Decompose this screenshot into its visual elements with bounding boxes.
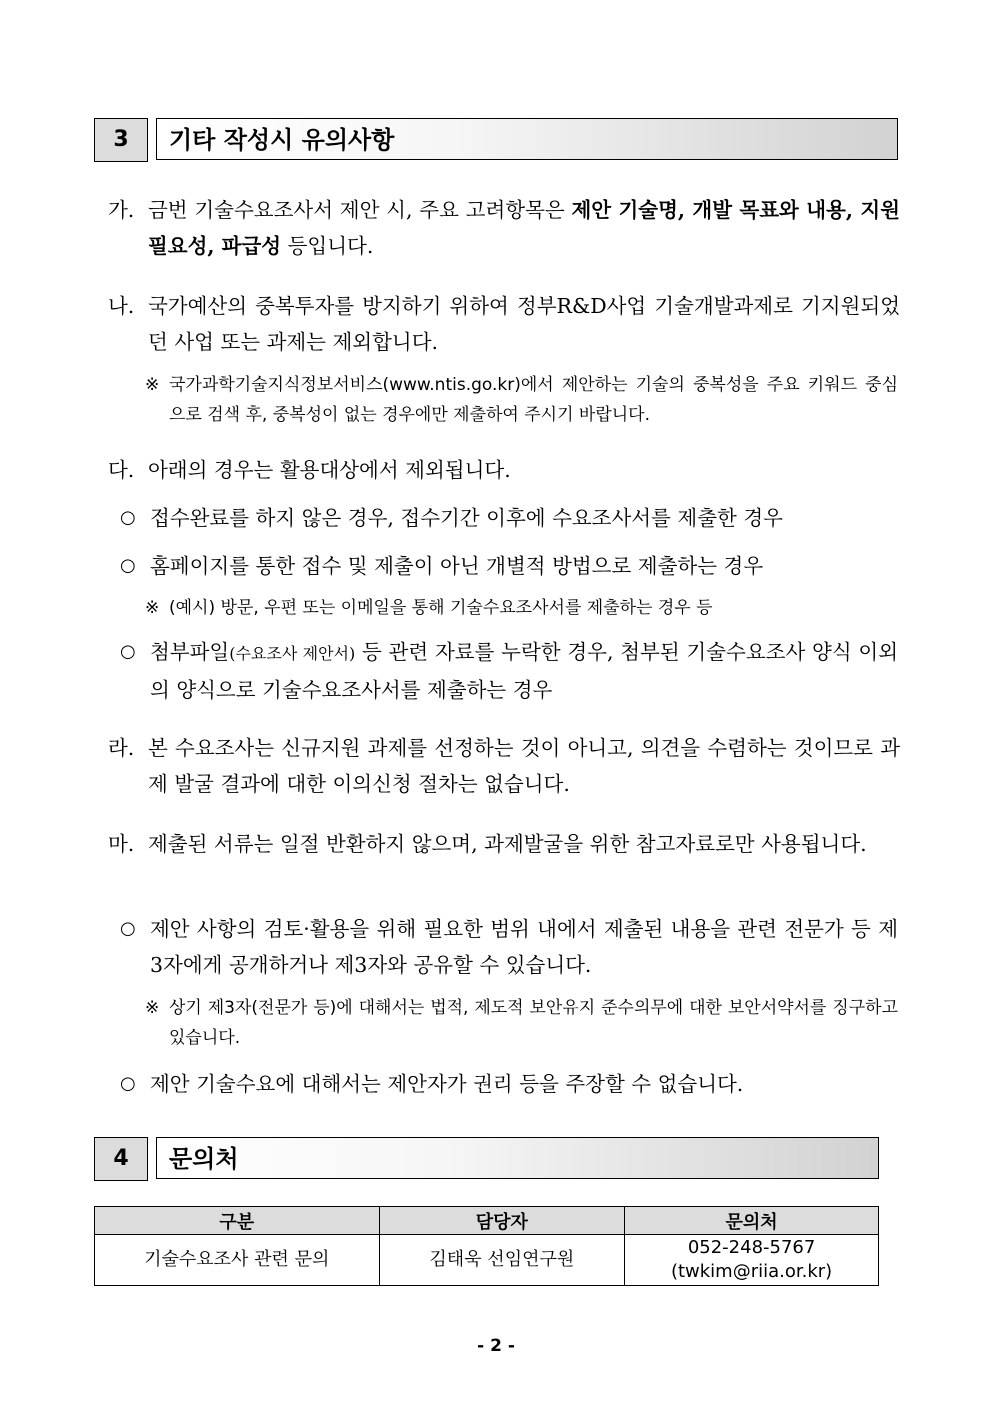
text-part: 첨부파일 xyxy=(150,640,230,664)
note-marker: ※ xyxy=(145,375,160,395)
section-title: 기타 작성시 유의사항 xyxy=(156,118,898,160)
contact-phone: 052-248-5767 xyxy=(687,1237,816,1258)
bullet-text: 제안 기술수요에 대해서는 제안자가 권리 등을 주장할 수 없습니다. xyxy=(150,1072,744,1096)
cell-contact xyxy=(625,1235,879,1286)
item-ra xyxy=(108,730,900,802)
bullet-marker: ○ xyxy=(120,641,136,662)
item-marker: 다. xyxy=(108,458,135,482)
page-number: - 2 - xyxy=(477,1336,515,1356)
header-person: 담당자 xyxy=(379,1207,625,1235)
note-marker: ※ xyxy=(145,598,160,618)
text-part: 등 관련 자료를 누락한 경우, 첨부된 기술수요조사 양식 이외의 양식으로 기술수요조사서를 제출하는 경우 xyxy=(150,640,899,702)
contact-table xyxy=(94,1206,879,1286)
section-4-header xyxy=(94,1137,879,1181)
bullet-marker: ○ xyxy=(120,1073,136,1094)
bullet-text xyxy=(150,634,898,708)
table-row xyxy=(95,1235,879,1286)
cell-person: 김태욱 선임연구원 xyxy=(379,1235,625,1286)
section-number: 4 xyxy=(94,1137,148,1181)
bullet-marker: ○ xyxy=(120,918,136,939)
bullet-ma-2 xyxy=(120,1066,898,1102)
item-da xyxy=(108,452,900,488)
bullet-text: 홈페이지를 통한 접수 및 제출이 아닌 개별적 방법으로 제출하는 경우 xyxy=(150,554,764,578)
note-ma xyxy=(145,993,898,1053)
item-text xyxy=(148,192,900,264)
note-da xyxy=(145,593,898,623)
item-ma xyxy=(108,826,900,862)
item-text: 제출된 서류는 일절 반환하지 않으며, 과제발굴을 위한 참고자료로만 사용됩니다. xyxy=(148,832,867,856)
table-header-row xyxy=(95,1207,879,1235)
item-marker: 마. xyxy=(108,832,135,856)
note-text: 국가과학기술지식정보서비스(www.ntis.go.kr)에서 제안하는 기술의 중복성을 주요 키워드 중심으로 검색 후, 중복성이 없는 경우에만 제출하여 주시기 바랍니다. xyxy=(169,375,898,425)
note-na xyxy=(145,370,898,430)
item-na xyxy=(108,288,900,360)
bullet-text: 제안 사항의 검토·활용을 위해 필요한 범위 내에서 제출된 내용을 관련 전문가 등 제3자에게 공개하거나 제3자와 공유할 수 있습니다. xyxy=(150,917,898,977)
bullet-marker: ○ xyxy=(120,507,136,528)
item-marker: 나. xyxy=(108,294,135,318)
item-text: 국가예산의 중복투자를 방지하기 위하여 정부R&D사업 기술개발과제로 기지원되었던 사업 또는 과제는 제외합니다. xyxy=(148,294,900,354)
item-text: 아래의 경우는 활용대상에서 제외됩니다. xyxy=(148,458,511,482)
bold-text: 제안 기술명, 개발 목표와 내용, 지원 필요성, 파급성 xyxy=(148,198,900,258)
contact-email[interactable]: (twkim@riia.or.kr) xyxy=(670,1261,833,1282)
bullet-text: 접수완료를 하지 않은 경우, 접수기간 이후에 수요조사서를 제출한 경우 xyxy=(150,506,783,530)
bullet-da-1 xyxy=(120,500,898,536)
header-contact: 문의처 xyxy=(625,1207,879,1235)
bullet-marker: ○ xyxy=(120,555,136,576)
text-part: 등입니다. xyxy=(281,234,374,258)
bullet-da-2 xyxy=(120,548,898,584)
section-number: 3 xyxy=(94,118,148,162)
item-text: 본 수요조사는 신규지원 과제를 선정하는 것이 아니고, 의견을 수렴하는 것이므로 과제 발굴 결과에 대한 이의신청 절차는 없습니다. xyxy=(148,736,900,796)
section-3-header xyxy=(94,118,898,162)
note-marker: ※ xyxy=(145,998,160,1018)
header-category: 구분 xyxy=(95,1207,380,1235)
note-text: 상기 제3자(전문가 등)에 대해서는 법적, 제도적 보안유지 준수의무에 대한 보안서약서를 징구하고 있습니다. xyxy=(169,998,898,1048)
item-marker: 라. xyxy=(108,736,135,760)
item-ga xyxy=(108,192,900,264)
section-title: 문의처 xyxy=(156,1137,879,1179)
bullet-da-3 xyxy=(120,634,898,708)
item-marker: 가. xyxy=(108,198,135,222)
note-text: (예시) 방문, 우편 또는 이메일을 통해 기술수요조사서를 제출하는 경우 등 xyxy=(169,598,713,618)
text-part: 금번 기술수요조사서 제안 시, 주요 고려항목은 xyxy=(148,198,572,222)
bullet-ma-1 xyxy=(120,911,898,983)
small-text: (수요조사 제안서) xyxy=(229,644,356,663)
cell-category: 기술수요조사 관련 문의 xyxy=(95,1235,380,1286)
